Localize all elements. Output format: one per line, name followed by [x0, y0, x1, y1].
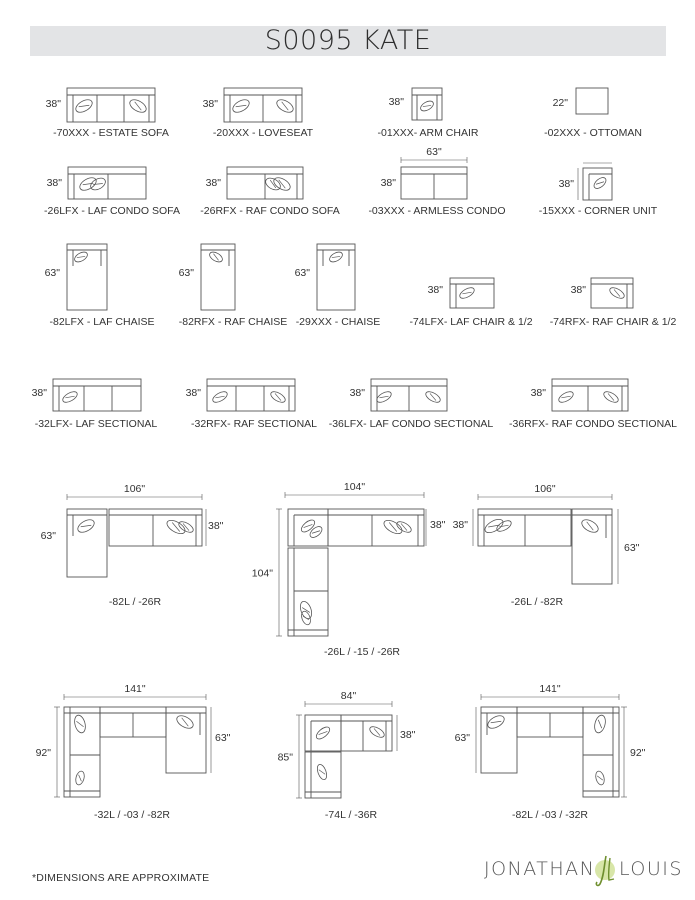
pillow-crease [585, 522, 596, 530]
pillow-crease [268, 180, 278, 188]
unit-label: -70XXX - ESTATE SOFA [53, 127, 169, 139]
config-32l-03-82r [36, 683, 231, 821]
pillow-icon [308, 524, 324, 539]
pillow-icon [395, 520, 413, 535]
pillow-icon [602, 390, 620, 405]
unit-label: -32LFX- LAF SECTIONAL [34, 418, 158, 430]
width-label: 141" [539, 683, 561, 695]
depth-label: 63" [624, 542, 640, 554]
depth-label: 38" [530, 387, 546, 399]
unit-label: -26LFX - LAF CONDO SOFA [44, 205, 180, 217]
depth-label: 22" [552, 97, 568, 109]
unit-arm-chair [378, 88, 479, 139]
pillow-icon [299, 518, 316, 534]
unit-label: -03XXX - ARMLESS CONDO [368, 205, 506, 217]
depth-label: 38" [380, 177, 396, 189]
depth-label: 38" [388, 96, 404, 108]
pillow-icon [328, 250, 344, 264]
pillow-icon [177, 520, 195, 535]
pillow-icon [316, 763, 329, 781]
pillow-icon [314, 725, 331, 741]
unit-label: -01XXX- ARM CHAIR [377, 127, 479, 139]
pillow-icon [275, 97, 296, 115]
pillow-icon [231, 97, 252, 115]
pillow-icon [424, 390, 442, 405]
pillow-icon [269, 390, 287, 405]
pillow-crease [76, 720, 83, 728]
ottoman-outline [576, 88, 608, 114]
pillow-crease [302, 606, 310, 615]
unit-label: -82RFX - RAF CHAISE [178, 316, 288, 328]
depth-label: 63" [215, 732, 231, 744]
depth-label: 92" [35, 747, 51, 759]
unit-label: -36RFX- RAF CONDO SECTIONAL [508, 418, 678, 430]
width-label: 106" [123, 483, 146, 495]
brand-name-first: JONATHAN [484, 858, 596, 880]
unit-raf-chair-half [550, 278, 677, 328]
jl-monogram-icon [592, 852, 618, 888]
depth-label: 38" [400, 729, 416, 741]
pillow-crease [81, 522, 92, 530]
width-label: 63" [426, 146, 442, 158]
depth-label: 38" [45, 98, 61, 110]
dimensions-note: *DIMENSIONS ARE APPROXIMATE [32, 872, 210, 884]
width-label: 104" [343, 481, 366, 493]
unit-label: -74RFX- RAF CHAIR & 1/2 [549, 316, 677, 328]
pillow-crease [423, 103, 431, 110]
unit-raf-condo-sectional [509, 379, 677, 430]
depth-label: 38" [202, 98, 218, 110]
depth-label: 38" [570, 284, 586, 296]
config-label: -26L / -82R [510, 596, 564, 608]
pillow-icon [580, 517, 601, 535]
chaise-outline [481, 707, 517, 773]
depth-label: 63" [44, 267, 60, 279]
pillow-icon [483, 517, 505, 536]
depth-label: 38" [31, 387, 47, 399]
depth-label: 92" [630, 747, 646, 759]
unit-label: -26RFX - RAF CONDO SOFA [200, 205, 340, 217]
depth-label: 38" [46, 177, 62, 189]
unit-raf-condo-sofa [200, 167, 339, 217]
outline [552, 379, 628, 411]
pillow-icon [76, 517, 97, 535]
pillow-icon [298, 600, 314, 620]
pillow-icon [592, 175, 608, 190]
pillow-icon [175, 713, 196, 731]
pillow-icon [495, 519, 513, 534]
pillow-crease [280, 102, 291, 110]
unit-label: -32RFX- RAF SECTIONAL [190, 418, 318, 430]
width-label: 106" [534, 483, 556, 495]
pillow-crease [93, 180, 103, 188]
pillow-crease [180, 718, 191, 726]
condo-outline [341, 715, 392, 751]
unit-label: -15XXX - CORNER UNIT [538, 205, 658, 217]
outline [68, 167, 146, 199]
pillow-crease [491, 718, 502, 726]
pillow-icon [61, 390, 79, 405]
chair-outline [305, 752, 341, 798]
config-label: -82L / -26R [108, 596, 162, 608]
unit-laf-sectional [32, 379, 158, 430]
pillow-icon [368, 725, 386, 740]
unit-label: -29XXX - CHAISE [295, 316, 381, 328]
outline [67, 88, 155, 122]
unit-corner-unit [539, 163, 658, 217]
pillow-crease [133, 102, 144, 110]
config-82l-03-32r [455, 683, 646, 821]
pillow-icon [211, 390, 229, 405]
depth-label: 104" [251, 567, 273, 580]
pillow-crease [596, 720, 603, 728]
unit-raf-chaise [179, 244, 288, 328]
pillow-crease [83, 180, 94, 188]
pillow-crease [319, 768, 325, 776]
depth-label: 38" [430, 519, 446, 531]
pillow-icon [74, 97, 95, 115]
config-26l-82r [453, 483, 640, 608]
depth-label: 63" [178, 267, 194, 279]
unit-label: -36LFX- LAF CONDO SECTIONAL [328, 418, 494, 430]
pillow-icon [419, 99, 435, 113]
unit-label: -20XXX - LOVESEAT [212, 127, 314, 139]
outline [450, 278, 494, 308]
pillow-icon [486, 713, 507, 731]
depth-label: 63" [40, 530, 56, 542]
unit-armless-condo [368, 146, 505, 217]
unit-laf-chaise [45, 244, 155, 328]
depth-label: 63" [454, 732, 470, 744]
config-74l-36r [278, 690, 416, 821]
pillow-crease [236, 102, 247, 110]
outline [412, 88, 442, 120]
pillow-crease [79, 102, 90, 110]
depth-label: 38" [452, 519, 468, 531]
depth-label: 38" [208, 520, 224, 532]
unit-estate-sofa [46, 88, 169, 139]
sectional-outline [583, 707, 619, 797]
unit-label: -82LFX - LAF CHAISE [49, 316, 155, 328]
unit-laf-chair-half [409, 278, 532, 328]
page-title: S0095 KATE [264, 25, 432, 56]
depth-label: 38" [185, 387, 201, 399]
pillow-icon [375, 390, 393, 405]
pillow-icon [608, 286, 626, 301]
pillow-icon [89, 176, 108, 193]
config-82l-26r [41, 483, 224, 608]
pillow-icon [73, 714, 87, 734]
pillow-icon [74, 770, 85, 786]
unit-chaise [295, 244, 381, 328]
depth-label: 85" [277, 751, 293, 764]
config-label: -74L / -36R [324, 809, 378, 821]
depth-label: 38" [427, 284, 443, 296]
width-label: 84" [340, 690, 357, 702]
unit-label: -02XXX - OTTOMAN [544, 127, 642, 139]
pillow-crease [597, 775, 603, 782]
pillow-icon [594, 770, 605, 786]
pillow-icon [73, 250, 89, 264]
pillow-icon [165, 518, 187, 537]
pillow-crease [332, 254, 340, 261]
pillow-icon [593, 714, 607, 734]
unit-loveseat [203, 88, 314, 139]
unit-laf-condo-sectional [329, 379, 494, 430]
unit-laf-condo-sofa [44, 167, 180, 217]
config-26l-15-26r [252, 481, 446, 658]
brand-logo [484, 852, 684, 888]
config-label: -32L / -03 / -82R [93, 809, 171, 821]
depth-label: 38" [349, 387, 365, 399]
unit-raf-sectional [186, 379, 318, 430]
config-label: -26L / -15 / -26R [323, 646, 401, 658]
unit-label: -74LFX- LAF CHAIR & 1/2 [409, 316, 533, 328]
pillow-crease [77, 775, 83, 782]
depth-label: 38" [558, 178, 574, 190]
pillow-crease [277, 180, 288, 188]
pillow-icon [382, 518, 404, 537]
pillow-crease [212, 254, 220, 261]
pillow-icon [208, 250, 224, 264]
width-label: 141" [124, 683, 146, 695]
pillow-icon [458, 286, 476, 301]
config-label: -82L / -03 / -32R [511, 809, 589, 821]
depth-label: 38" [205, 177, 221, 189]
pillow-icon [128, 97, 149, 115]
unit-ottoman [544, 88, 642, 139]
pillow-crease [77, 254, 85, 261]
pillow-icon [557, 390, 575, 405]
depth-label: 63" [294, 267, 310, 279]
brand-name-second: LOUIS [619, 858, 683, 880]
